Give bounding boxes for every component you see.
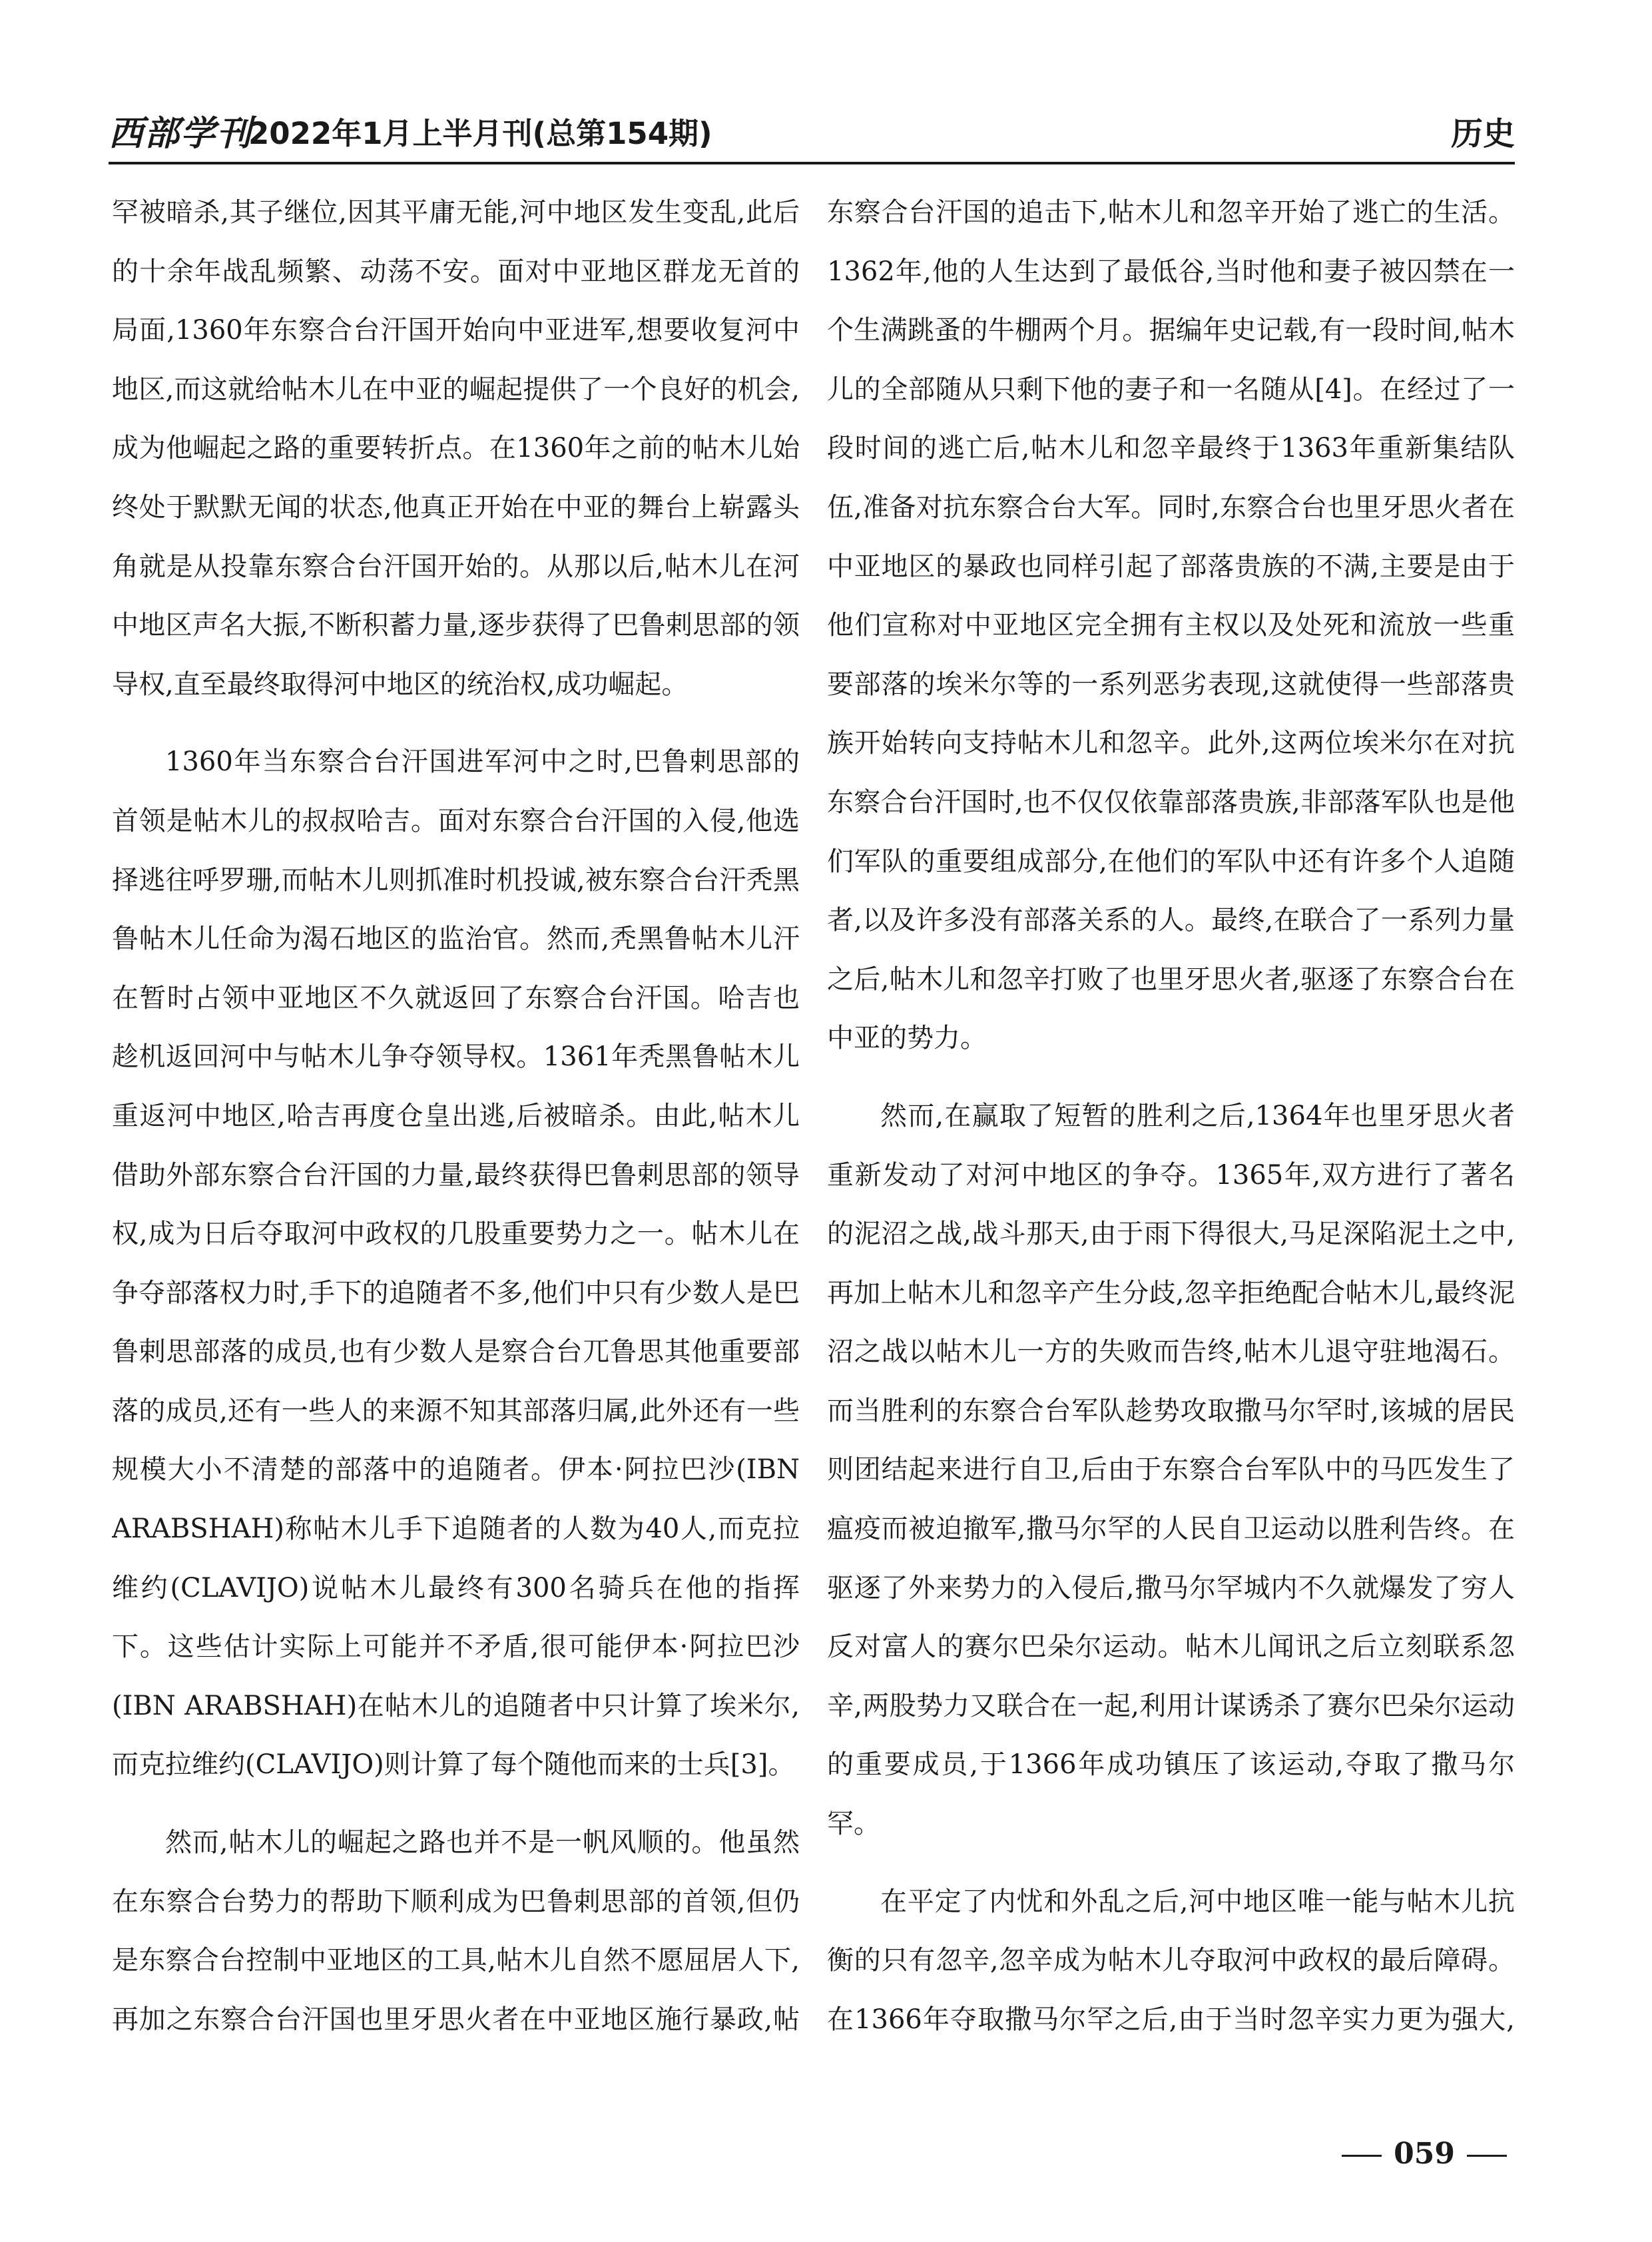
page-header [109, 112, 1515, 158]
dash-left [1342, 2155, 1382, 2157]
paragraph: 然而,帖木儿的崛起之路也并不是一帆风顺的。他虽然在东察合台势力的帮助下顺利成为巴鲁剌思部的首领,但仍是东察合台控制中亚地区的工具,帖木儿自然不愿屈居人下,再加之东察合台汗国也里牙思火者在中亚地区施行暴政,帖 [112, 1827, 800, 2035]
paragraph: 然而,在赢取了短暂的胜利之后,1364年也里牙思火者重新发动了对河中地区的争夺。1365年,双方进行了著名的泥沼之战,战斗那天,由于雨下得很大,马足深陷泥土之中,再加上帖木儿和忽辛产生分歧,忽辛拒绝配合帖木儿,最终泥沼之战以帖木儿一方的失败而告终,帖木儿退守驻地渴石。而当胜利的东察合台军队趁势攻取撒马尔罕时,该城的居民则团结起来进行自卫,后由于东察合台军队中的马匹发生了瘟疫而被迫撤军,撒马尔罕的人民自卫运动以胜利告终。在驱逐了外来势力的入侵后,撒马尔罕城内不久就爆发了穷人反对富人的赛尔巴朵尔运动。帖木儿闻讯之后立刻联系忽辛,两股势力又联合在一起,利用计谋诱杀了赛尔巴朵尔运动的重要成员,于1366年成功镇压了该运动,夺取了撒马尔罕。 [827, 1100, 1515, 1840]
header-rule [109, 162, 1515, 164]
paragraph: 罕被暗杀,其子继位,因其平庸无能,河中地区发生变乱,此后的十余年战乱频繁、动荡不安。面对中亚地区群龙无首的局面,1360年东察合台汗国开始向中亚进军,想要收复河中地区,而这就给帖木儿在中亚的崛起提供了一个良好的机会,成为他崛起之路的重要转折点。在1360年之前的帖木儿始终处于默默无闻的状态,他真正开始在中亚的舞台上崭露头角就是从投靠东察合台汗国开始的。从那以后,帖木儿在河中地区声名大振,不断积蓄力量,逐步获得了巴鲁剌思部的领导权,直至最终取得河中地区的统治权,成功崛起。 [112, 197, 800, 700]
dash-right [1467, 2155, 1507, 2157]
right-column [827, 183, 1515, 2064]
paragraph: 东察合台汗国的追击下,帖木儿和忽辛开始了逃亡的生活。1362年,他的人生达到了最低谷,当时他和妻子被囚禁在一个生满跳蚤的牛棚两个月。据编年史记载,有一段时间,帖木儿的全部随从只剩下他的妻子和一名随从[4]。在经过了一段时间的逃亡后,帖木儿和忽辛最终于1363年重新集结队伍,准备对抗东察合台大军。同时,东察合台也里牙思火者在中亚地区的暴政也同样引起了部落贵族的不满,主要是由于他们宣称对中亚地区完全拥有主权以及处死和流放一些重要部落的埃米尔等的一系列恶劣表现,这就使得一些部落贵族开始转向支持帖木儿和忽辛。此外,这两位埃米尔在对抗东察合台汗国时,也不仅仅依靠部落贵族,非部落军队也是他们军队的重要组成部分,在他们的军队中还有许多个人追随者,以及许多没有部落关系的人。最终,在联合了一系列力量之后,帖木儿和忽辛打败了也里牙思火者,驱逐了东察合台在中亚的势力。 [827, 197, 1515, 1054]
paragraph: 在平定了内忧和外乱之后,河中地区唯一能与帖木儿抗衡的只有忽辛,忽辛成为帖木儿夺取河中政权的最后障碍。在1366年夺取撒马尔罕之后,由于当时忽辛实力更为强大, [827, 1886, 1515, 2035]
page-number: 059 [1394, 2137, 1455, 2171]
page-footer [1330, 2134, 1519, 2174]
journal-logo: 西部学刊 [109, 113, 253, 154]
section-label: 历史 [1450, 115, 1515, 152]
left-column [112, 183, 800, 2064]
issue-info: 2022年1月上半月刊(总第154期) [248, 116, 712, 151]
paragraph: 1360年当东察合台汗国进军河中之时,巴鲁剌思部的首领是帖木儿的叔叔哈吉。面对东察合台汗国的入侵,他选择逃往呼罗珊,而帖木儿则抓准时机投诚,被东察合台汗秃黑鲁帖木儿任命为渴石地区的监治官。然而,秃黑鲁帖木儿汗在暂时占领中亚地区不久就返回了东察合台汗国。哈吉也趁机返回河中与帖木儿争夺领导权。1361年秃黑鲁帖木儿重返河中地区,哈吉再度仓皇出逃,后被暗杀。由此,帖木儿借助外部东察合台汗国的力量,最终获得巴鲁剌思部的领导权,成为日后夺取河中政权的几股重要势力之一。帖木儿在争夺部落权力时,手下的追随者不多,他们中只有少数人是巴鲁剌思部落的成员,也有少数人是察合台兀鲁思其他重要部落的成员,还有一些人的来源不知其部落归属,此外还有一些规模大小不清楚的部落中的追随者。伊本·阿拉巴沙(IBN ARABSHAH)称帖木儿手下追随者的人数为40人,而克拉维约(CLAVIJO)说帖木儿最终有300名骑兵在他的指挥下。这些估计实际上可能并不矛盾,很可能伊本·阿拉巴沙(IBN ARABSHAH)在帖木儿的追随者中只计算了埃米尔,而克拉维约(CLAVIJO)则计算了每个随他而来的士兵[3]。 [112, 746, 800, 1781]
